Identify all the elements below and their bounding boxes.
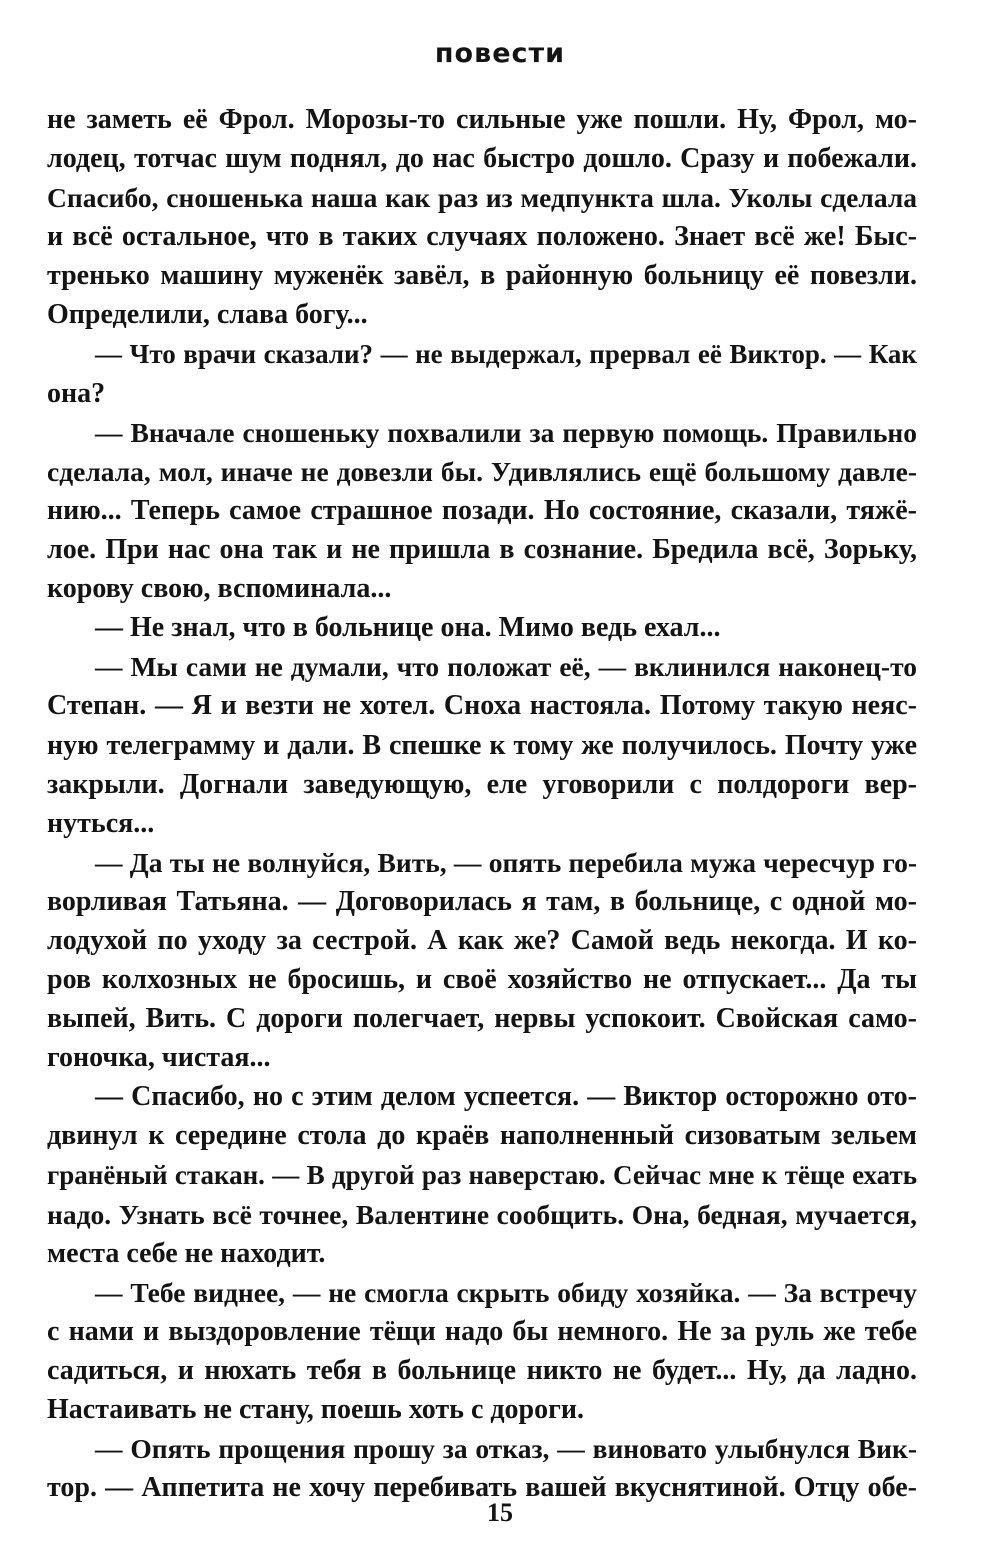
text-line: — Тебе виднее, — не смогла скрыть обиду хозяйка. — За встречу [95, 1276, 917, 1308]
text-line: места себе не находит. [47, 1237, 326, 1269]
text-line: — Не знал, что в больнице она. Мимо ведь ехал... [95, 612, 721, 644]
text-line: и всё остальное, что в таких случаях положено. Знает всё же! Быс- [47, 221, 917, 253]
text-line: садиться, и нюхать тебя в больнице никто не будет... Ну, да ладно. [47, 1355, 917, 1386]
text-line: — Да ты не волнуйся, Вить, — опять перебила мужа чересчур го- [95, 846, 917, 878]
text-line: ров колхозных не бросишь, и своё хозяйство не отпускает... Да ты [47, 964, 917, 996]
text-line: ную телеграмму и дали. В спешке к тому же получилось. Почту уже [47, 729, 917, 761]
text-line: нию... Теперь самое страшное позади. Но состояние, сказали, тяжё- [47, 494, 917, 526]
text-line: надо. Узнать всё точнее, Валентине сообщить. Она, бедная, мучается, [47, 1198, 917, 1230]
text-line: — Вначале сношеньку похвалили за первую помощь. Правильно [95, 416, 917, 448]
text-line: гранёный стакан. — В другой раз наверстаю. Сейчас мне к тёще ехать [47, 1159, 917, 1190]
text-line: — Спасибо, но с этим делом успеется. — Виктор осторожно ото- [95, 1081, 917, 1113]
running-title: повести [434, 38, 566, 69]
text-line: закрыли. Догнали заведующую, еле уговорили с полдороги вер- [47, 768, 917, 800]
text-line: Спасибо, сношенька наша как раз из медпункта шла. Уколы сделала [47, 182, 917, 214]
text-line: она? [47, 377, 106, 409]
text-line: тор. — Аппетита не хочу перебивать вашей вкуснятиной. Отцу обе- [47, 1472, 917, 1504]
text-line: не заметь её Фрол. Морозы-то сильные уже пошли. Ну, Фрол, мо- [47, 104, 917, 135]
text-line: гоночка, чистая... [47, 1042, 271, 1074]
text-line: с нами и выздоровление тёщи надо бы немного. Не за руль же тебе [47, 1315, 917, 1347]
text-line: сделала, мол, иначе не довезли бы. Удивлялись ещё большому давле- [47, 455, 917, 487]
text-line: нуться... [47, 807, 155, 839]
text-line: Степан. — Я и везти не хотел. Сноха настояла. Потому такую неяс- [47, 690, 917, 722]
text-line: — Мы сами не думали, что положат её, — вклинился наконец-то [95, 651, 917, 683]
text-line: корову свою, вспоминала... [47, 573, 392, 605]
text-line: ворливая Татьяна. — Договорилась я там, в больнице, с одной мо- [47, 885, 917, 917]
text-line: — Опять прощения прошу за отказ, — виновато улыбнулся Вик- [95, 1433, 917, 1465]
text-line: лодец, тотчас шум поднял, до нас быстро дошло. Сразу и побежали. [47, 143, 917, 175]
text-line: Настаивать не стану, поешь хоть с дороги. [47, 1394, 584, 1426]
text-line: тренько машину муженёк завёл, в районную больницу её повезли. [47, 260, 917, 292]
text-line: лое. При нас она так и не пришла в сознание. Бредила всё, Зорьку, [47, 534, 917, 566]
text-line: двинул к середине стола до краёв наполненный сизоватым зельем [47, 1120, 917, 1152]
text-line: лодухой по уходу за сестрой. А как же? Самой ведь некогда. И ко- [47, 924, 917, 956]
text-line: выпей, Вить. С дороги полегчает, нервы успокоит. Свойская само- [47, 1003, 917, 1035]
body-text [47, 100, 917, 1507]
text-line: Определили, слава богу... [47, 299, 368, 331]
text-line: — Что врачи сказали? — не выдержал, прервал её Виктор. — Как [95, 338, 917, 369]
page-number: 15 [487, 1498, 513, 1527]
